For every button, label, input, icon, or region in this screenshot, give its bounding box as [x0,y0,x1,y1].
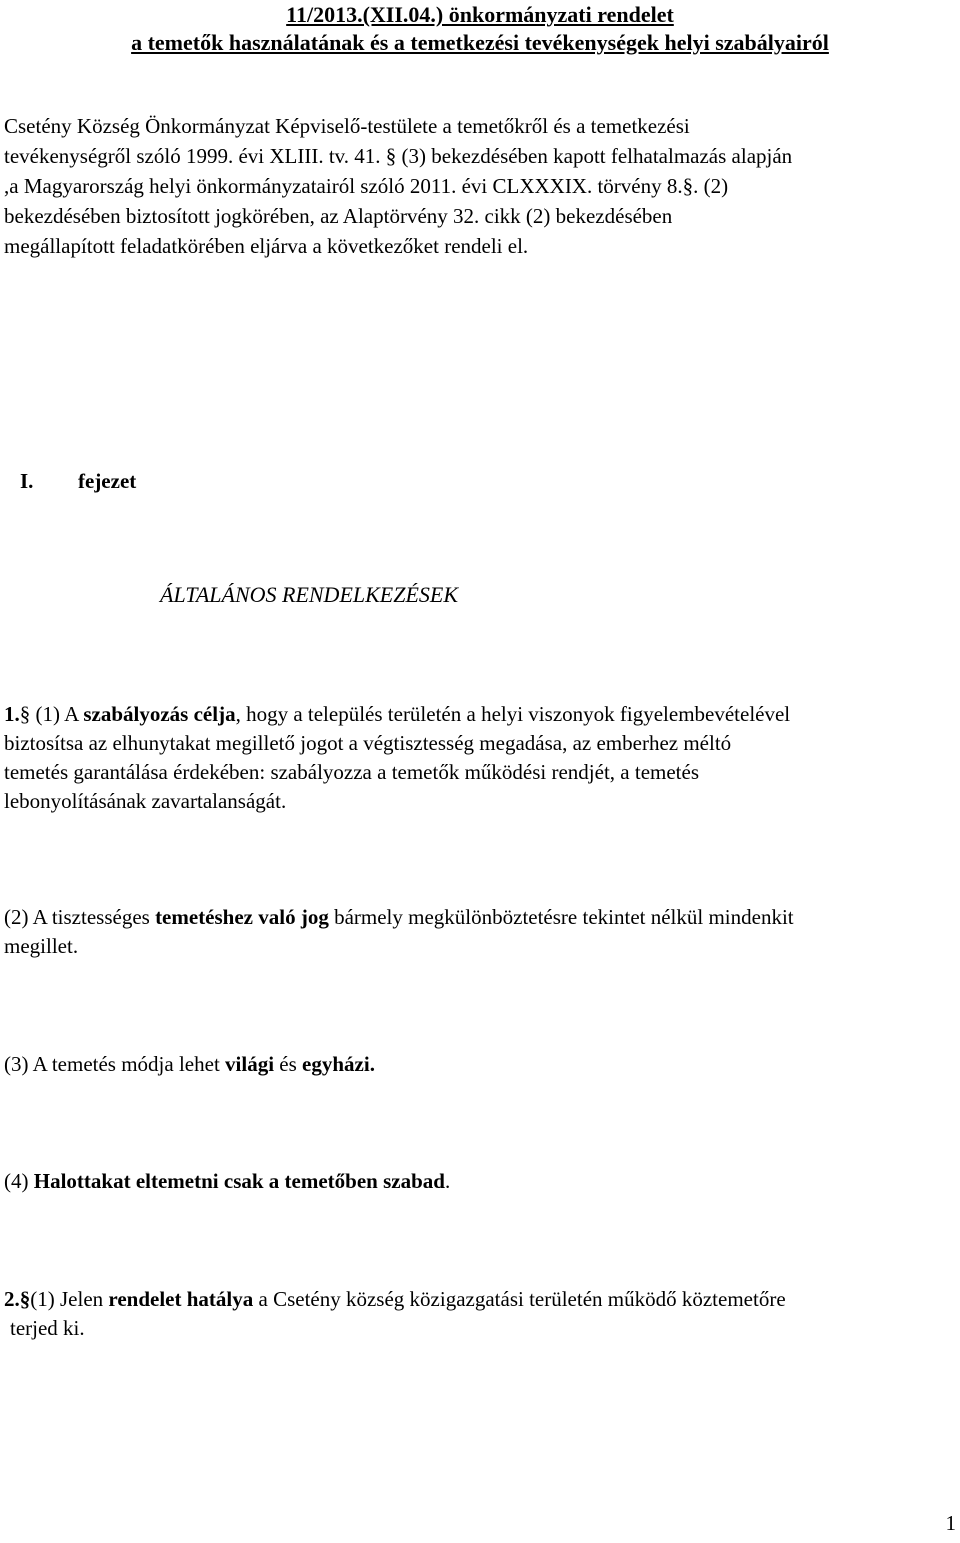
section-1-paragraph-2 [4,903,958,961]
section-1-paragraph-1 [4,700,958,816]
paragraph-emphasis: rendelet hatálya [108,1287,254,1311]
section-1-paragraph-4 [4,1167,958,1196]
chapter-word: fejezet [78,469,137,493]
paragraph-line: temetés garantálása érdekében: szabályozza a temetők működési rendjét, a temetés [4,760,700,784]
section-1-paragraph-3 [4,1050,958,1079]
paragraph-text: . [444,1169,451,1193]
preamble-line: Csetény Község Önkormányzat Képviselő-testülete a temetőkről és a temetkezési [4,114,690,138]
paragraph-text: bármely megkülönböztetésre tekintet nélkül mindenkit [328,905,794,929]
paragraph-text: (1) A [35,702,84,726]
paragraph-emphasis: Halottakat eltemetni csak a temetőben szabad [33,1169,445,1193]
paragraph-text: (4) [4,1169,34,1193]
chapter-number: I. [20,469,34,493]
preamble-line: megállapított feladatkörében eljárva a következőket rendeli el. [4,234,529,258]
paragraph-text: (3) A temetés módja lehet [4,1052,226,1076]
paragraph-line: lebonyolításának zavartalanságát. [4,789,287,813]
section-number: 2. [4,1287,20,1311]
chapter-title: ÁLTALÁNOS RENDELKEZÉSEK [160,582,459,607]
section-sign: § [19,702,31,726]
paragraph-text: , hogy a település területén a helyi viszonyok figyelembevételével [235,702,791,726]
page-number: 1 [945,1511,956,1535]
preamble-line: tevékenységről szóló 1999. évi XLIII. tv. 41. § (3) bekezdésében kapott felhatalmazás alapján [4,144,793,168]
paragraph-emphasis: temetéshez való jog [155,905,329,929]
paragraph-emphasis: világi [225,1052,275,1076]
section-number: 1. [4,702,20,726]
preamble-line: ,a Magyarország helyi önkormányzatairól szóló 2011. évi CLXXXIX. törvény 8.§. (2) [4,174,729,198]
paragraph-text: és [274,1052,303,1076]
paragraph-emphasis: egyházi. [302,1052,375,1076]
paragraph-line: megillet. [4,934,79,958]
paragraph-emphasis: szabályozás célja [83,702,236,726]
regulation-number-title: 11/2013.(XII.04.) önkormányzati rendelet [286,2,674,27]
preamble-line: bekezdésében biztosított jogkörében, az Alaptörvény 32. cikk (2) bekezdésében [4,204,673,228]
section-2-paragraph-1 [4,1285,958,1343]
paragraph-line: terjed ki. [10,1316,85,1340]
preamble [4,112,956,262]
regulation-subject-title: a temetők használatának és a temetkezési tevékenységek helyi szabályairól [131,30,829,55]
paragraph-line: biztosítsa az elhunytakat megillető jogot a végtisztesség megadása, az emberhez méltó [4,731,732,755]
paragraph-text: (1) Jelen [30,1287,109,1311]
paragraph-text: a Csetény község közigazgatási területén működő köztemetőre [253,1287,786,1311]
section-sign: § [19,1287,31,1311]
paragraph-text: (2) A tisztességes [4,905,156,929]
